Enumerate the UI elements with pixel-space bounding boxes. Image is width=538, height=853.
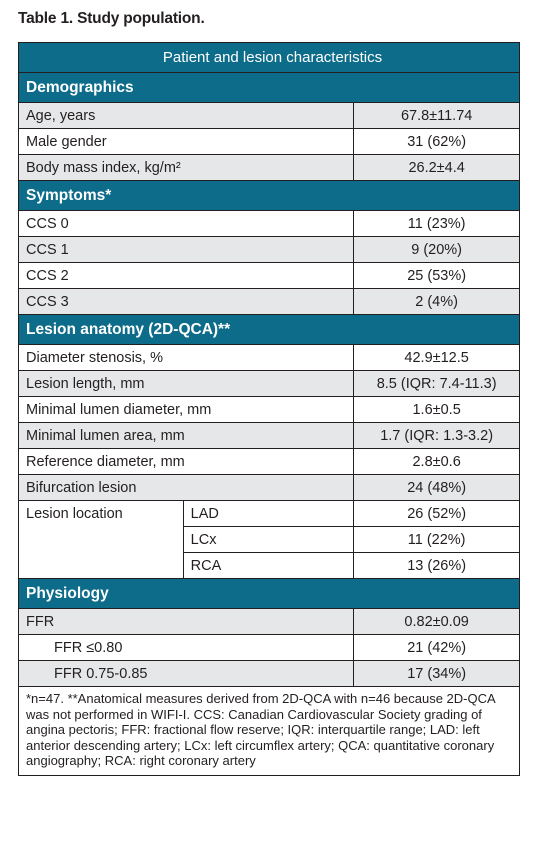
row-label: FFR	[19, 609, 354, 635]
row-value: 67.8±11.74	[354, 103, 520, 129]
row-value: 0.82±0.09	[354, 609, 520, 635]
section-header-physiology	[19, 579, 520, 609]
table-caption: Table 1. Study population.	[18, 10, 205, 27]
table-row	[19, 345, 520, 371]
table-row	[19, 501, 520, 527]
row-label: Body mass index, kg/m²	[19, 155, 354, 181]
row-label: Age, years	[19, 103, 354, 129]
row-label: Minimal lumen diameter, mm	[19, 397, 354, 423]
row-label: CCS 1	[19, 237, 354, 263]
row-value: 13 (26%)	[354, 553, 520, 579]
row-value: 2 (4%)	[354, 289, 520, 315]
table-row	[19, 397, 520, 423]
section-header-lesion-anatomy	[19, 315, 520, 345]
row-value: 17 (34%)	[354, 661, 520, 687]
row-sublabel: RCA	[183, 553, 354, 579]
lesion-location-label: Lesion location	[19, 501, 184, 579]
table-row	[19, 609, 520, 635]
row-value: 1.6±0.5	[354, 397, 520, 423]
row-value: 9 (20%)	[354, 237, 520, 263]
row-label: Reference diameter, mm	[19, 449, 354, 475]
row-value: 26 (52%)	[354, 501, 520, 527]
study-population-table	[18, 42, 520, 776]
row-label: CCS 0	[19, 211, 354, 237]
table-row	[19, 237, 520, 263]
table-row	[19, 155, 520, 181]
row-label: Male gender	[19, 129, 354, 155]
table-row	[19, 635, 520, 661]
row-label: FFR ≤0.80	[19, 635, 354, 661]
table-title-row	[19, 43, 520, 73]
table-title: Patient and lesion characteristics	[19, 43, 520, 73]
row-sublabel: LCx	[183, 527, 354, 553]
table-row	[19, 289, 520, 315]
row-value: 1.7 (IQR: 1.3-3.2)	[354, 423, 520, 449]
row-label: Lesion length, mm	[19, 371, 354, 397]
row-value: 42.9±12.5	[354, 345, 520, 371]
table-row	[19, 449, 520, 475]
table-row	[19, 103, 520, 129]
table-row	[19, 263, 520, 289]
row-value: 31 (62%)	[354, 129, 520, 155]
row-label: Bifurcation lesion	[19, 475, 354, 501]
row-label: FFR 0.75-0.85	[19, 661, 354, 687]
row-value: 25 (53%)	[354, 263, 520, 289]
row-value: 8.5 (IQR: 7.4-11.3)	[354, 371, 520, 397]
row-value: 11 (23%)	[354, 211, 520, 237]
section-title: Physiology	[19, 579, 520, 609]
row-value: 26.2±4.4	[354, 155, 520, 181]
row-value: 11 (22%)	[354, 527, 520, 553]
section-header-symptoms	[19, 181, 520, 211]
row-label: Diameter stenosis, %	[19, 345, 354, 371]
row-label: CCS 2	[19, 263, 354, 289]
table-footnote: *n=47. **Anatomical measures derived from 2D-QCA with n=46 because 2D-QCA was not performed in WIFI-I. CCS: Canadian Cardiovascular Society grading of angina pectoris; FFR: fractional flow reserve; IQR: interquartile range; LAD: left anterior descending artery; LCx: left circumflex artery; QCA: quantitative coronary angiography; RCA: right coronary artery	[19, 687, 520, 776]
table-row	[19, 475, 520, 501]
row-value: 2.8±0.6	[354, 449, 520, 475]
table-row	[19, 423, 520, 449]
row-label: CCS 3	[19, 289, 354, 315]
table-row	[19, 661, 520, 687]
row-value: 24 (48%)	[354, 475, 520, 501]
section-title: Lesion anatomy (2D-QCA)**	[19, 315, 520, 345]
table-row	[19, 129, 520, 155]
section-header-demographics	[19, 73, 520, 103]
row-sublabel: LAD	[183, 501, 354, 527]
footnote-row	[19, 687, 520, 776]
table-row	[19, 371, 520, 397]
row-value: 21 (42%)	[354, 635, 520, 661]
row-label: Minimal lumen area, mm	[19, 423, 354, 449]
section-title: Demographics	[19, 73, 520, 103]
section-title: Symptoms*	[19, 181, 520, 211]
table-row	[19, 211, 520, 237]
